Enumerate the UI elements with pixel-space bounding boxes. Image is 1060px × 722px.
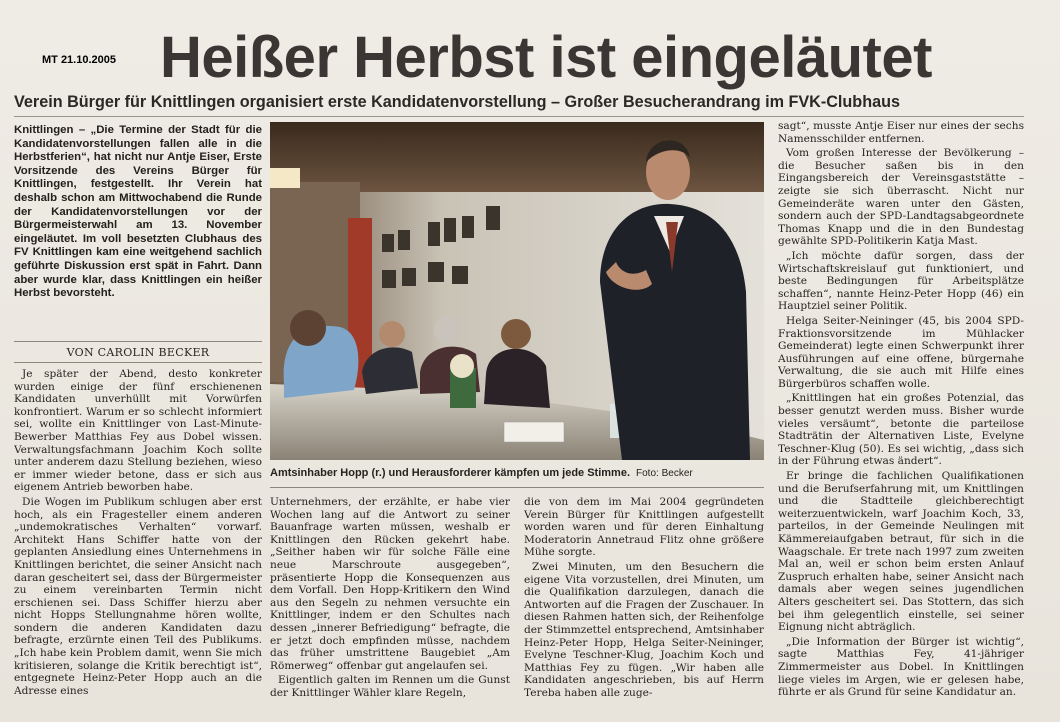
headline: Heißer Herbst ist eingeläutet: [160, 25, 932, 90]
column-paragraph: Je später der Abend, desto konkreter wurden einige der fünf erschienenen Kandidaten unverhüllt mit Vorwürfen konfrontiert. Warum er so schlecht informiert sei, wollte ein Knittlinger von Last-Minute-Bewerber Matthias Fey aus Dobel wissen. Verwaltungsfachmann Joachim Koch sollte unter anderem dazu Stellung beziehen, wieso er immer wieder betone, dass er sich aus eigenem Antrieb beworben habe.: [14, 368, 262, 494]
byline: VON CAROLIN BECKER: [66, 346, 210, 359]
photo-credit: Foto: Becker: [636, 468, 693, 479]
column-paragraph: Vom großen Interesse der Bevölkerung – die Besucher saßen bis in den Eingangsbereich der Vereinsgaststätte – zeigte sie sich überrascht. Nicht nur Gemeinderäte waren unter den Gästen, sondern auch der SPD-Landtagsabgeordnete Thomas Knapp und die in den Bundestag gewählte SPD-Politikerin Katja Mast.: [778, 147, 1024, 248]
caption-rule: [270, 487, 764, 488]
column-paragraph: Er bringe die fachlichen Qualifikationen und die Berufserfahrung mit, um Knittlingen und die Stadtteile gleichberechtigt weiterzuentwickeln, warf Joachim Koch, 33, parteilos, in der Gemeinde Neulingen mit Kämmereiaufgaben betraut, für sich in die Waagschale. Er trete nach 1997 zum zweiten Mal an, weil er schon beim ersten Anlauf Zuspruch erhalten habe, seiner Ansicht nach damals aber wegen seines jugendlichen Alters gescheitert sei. Das Stottern, das sich bei ihm gelegentlich einstelle, sei seiner Eignung nicht abträglich.: [778, 470, 1024, 634]
column-paragraph: „Knittlingen hat ein großes Potenzial, das besser genutzt werden muss. Bisher wurde vieles versäumt“, betonte die parteilose Stadträtin der Alternativen Liste, Evelyne Teschner-Klug (50). Es sei wichtig, „dass sich in der Führung etwas ändert“.: [778, 392, 1024, 468]
byline-rule-bottom: [14, 362, 262, 363]
column-paragraph: „Ich möchte dafür sorgen, dass der Wirtschaftskreislauf gut funktioniert, und beste Bedingungen für Arbeitsplätze schaffen“, nannte Heinz-Peter Hopp (46) ein Hauptziel seiner Politik.: [778, 249, 1024, 313]
header-divider: [14, 116, 1024, 117]
column-paragraph: Die Wogen im Publikum schlugen aber erst hoch, als ein Fragesteller einem anderen „undemokratisches Verhalten“ vorwarf. Architekt Hans Schiffer hatte von der geplanten Ansiedlung eines Unternehmens in Knittlingen berichtet, die seiner Ansicht nach daran gescheitert sei, dass der Bürgermeister zu einem vereinbarten Termin nicht erschienen sei. Dass Schiffer hierzu aber nicht Hopps Stellungnahme hören wollte, sondern die anderen Kandidaten dazu befragte, erzürnte einen Teil des Publikums. „Ich habe kein Problem damit, wenn Sie mich kritisieren, solange die Kritik berechtigt ist“, entgegnete Heinz-Peter Hopp auch an die Adresse eines: [14, 495, 262, 697]
article-photo: [270, 122, 764, 460]
subheadline: Verein Bürger für Knittlingen organisiert erste Kandidatenvorstellung – Großer Besucherandrang im FVK-Clubhaus: [14, 93, 900, 111]
column-paragraph: „Die Information der Bürger ist wichtig“, sagte Matthias Fey, 41-jähriger Zimmermeister aus Dobel. In Knittlingen liege vieles im Argen, wie er gelesen habe, führte er als Grund für seine Kandidatur an.: [778, 635, 1024, 699]
column-paragraph: Zwei Minuten, um den Besuchern die eigene Vita vorzustellen, drei Minuten, um die Qualifikation darzulegen, danach die Antworten auf die Fragen der Zuschauer. In diesen Rahmen hatten sich, der Reihenfolge der Stimmzettel entsprechend, Amtsinhaber Heinz-Peter Hopp, Helga Seiter-Neininger, Evelyne Teschner-Klug, Joachim Koch und Matthias Fey zu fügen. „Wir haben alle Kandidaten angeschrieben, bis auf Herrn Tereba haben alle zuge-: [524, 560, 764, 699]
column-paragraph: Eigentlich galten im Rennen um die Gunst der Knittlinger Wähler klare Regeln,: [270, 674, 510, 699]
column-paragraph: die von dem im Mai 2004 gegründeten Verein Bürger für Knittlingen aufgestellt worden waren und für deren Einhaltung Moderatorin Annetraud Flitz ohne größere Mühe sorgte.: [524, 496, 764, 559]
caption-text: Amtsinhaber Hopp (r.) und Herausforderer kämpfen um jede Stimme.: [270, 467, 631, 479]
photo-caption: [270, 466, 770, 481]
date-stamp: MT 21.10.2005: [42, 54, 116, 66]
lead-paragraph: Knittlingen – „Die Termine der Stadt für die Kandidatenvorstellungen fallen alle in die Herbstferien“, hat nicht nur Antje Eiser, Erste Vorsitzende des Vereins Bürger für Knittlingen, festgestellt. Ihr Verein hat deshalb schon am Mittwochabend die Runde der Kandidatenvorstellungen vor der Bürgermeisterwahl am 13. November eingeläutet. Im voll besetzten Clubhaus des FV Knittlingen kam eine weitgehend sachlich geführte Diskussion erst spät in Fahrt. Dann aber wurde klar, dass Knittlingen ein heißer Herbst bevorsteht.: [14, 124, 262, 300]
column-paragraph: sagt“, musste Antje Eiser nur eines der sechs Namensschilder entfernen.: [778, 120, 1024, 145]
article-column-3: [524, 496, 764, 710]
column-paragraph: Helga Seiter-Neininger (45, bis 2004 SPD-Fraktionsvorsitzende im Mühlacker Gemeinderat) legte einen Schwerpunkt ihrer Ausführungen auf eine offene, bürgernahe Verwaltung, die sie auch mit Hilfe eines Bürgerbüros schaffen wolle.: [778, 314, 1024, 390]
article-column-1: [14, 368, 262, 710]
article-column-4: [778, 120, 1024, 712]
column-paragraph: Unternehmers, der erzählte, er habe vier Wochen lang auf die Antwort zu seiner Bauanfrage warten müssen, weshalb er Knittlingen den Rücken gekehrt habe. „Seither haben wir für solche Fälle eine neue Marschroute ausgegeben“, präsentierte Hopp die Konsequenzen aus dem Vorfall. Den Hopp-Kritikern den Wind aus den Segeln zu nehmen versuchte ein Knittlinger, indem er den Schultes nach dessen „innerer Befriedigung“ befragte, die er jetzt doch empfinden müsse, nachdem das früher umstrittene Baugebiet „Am Römerweg“ offenbar gut angelaufen sei.: [270, 496, 510, 672]
article-column-2: [270, 496, 510, 710]
byline-rule-top: [14, 341, 262, 342]
